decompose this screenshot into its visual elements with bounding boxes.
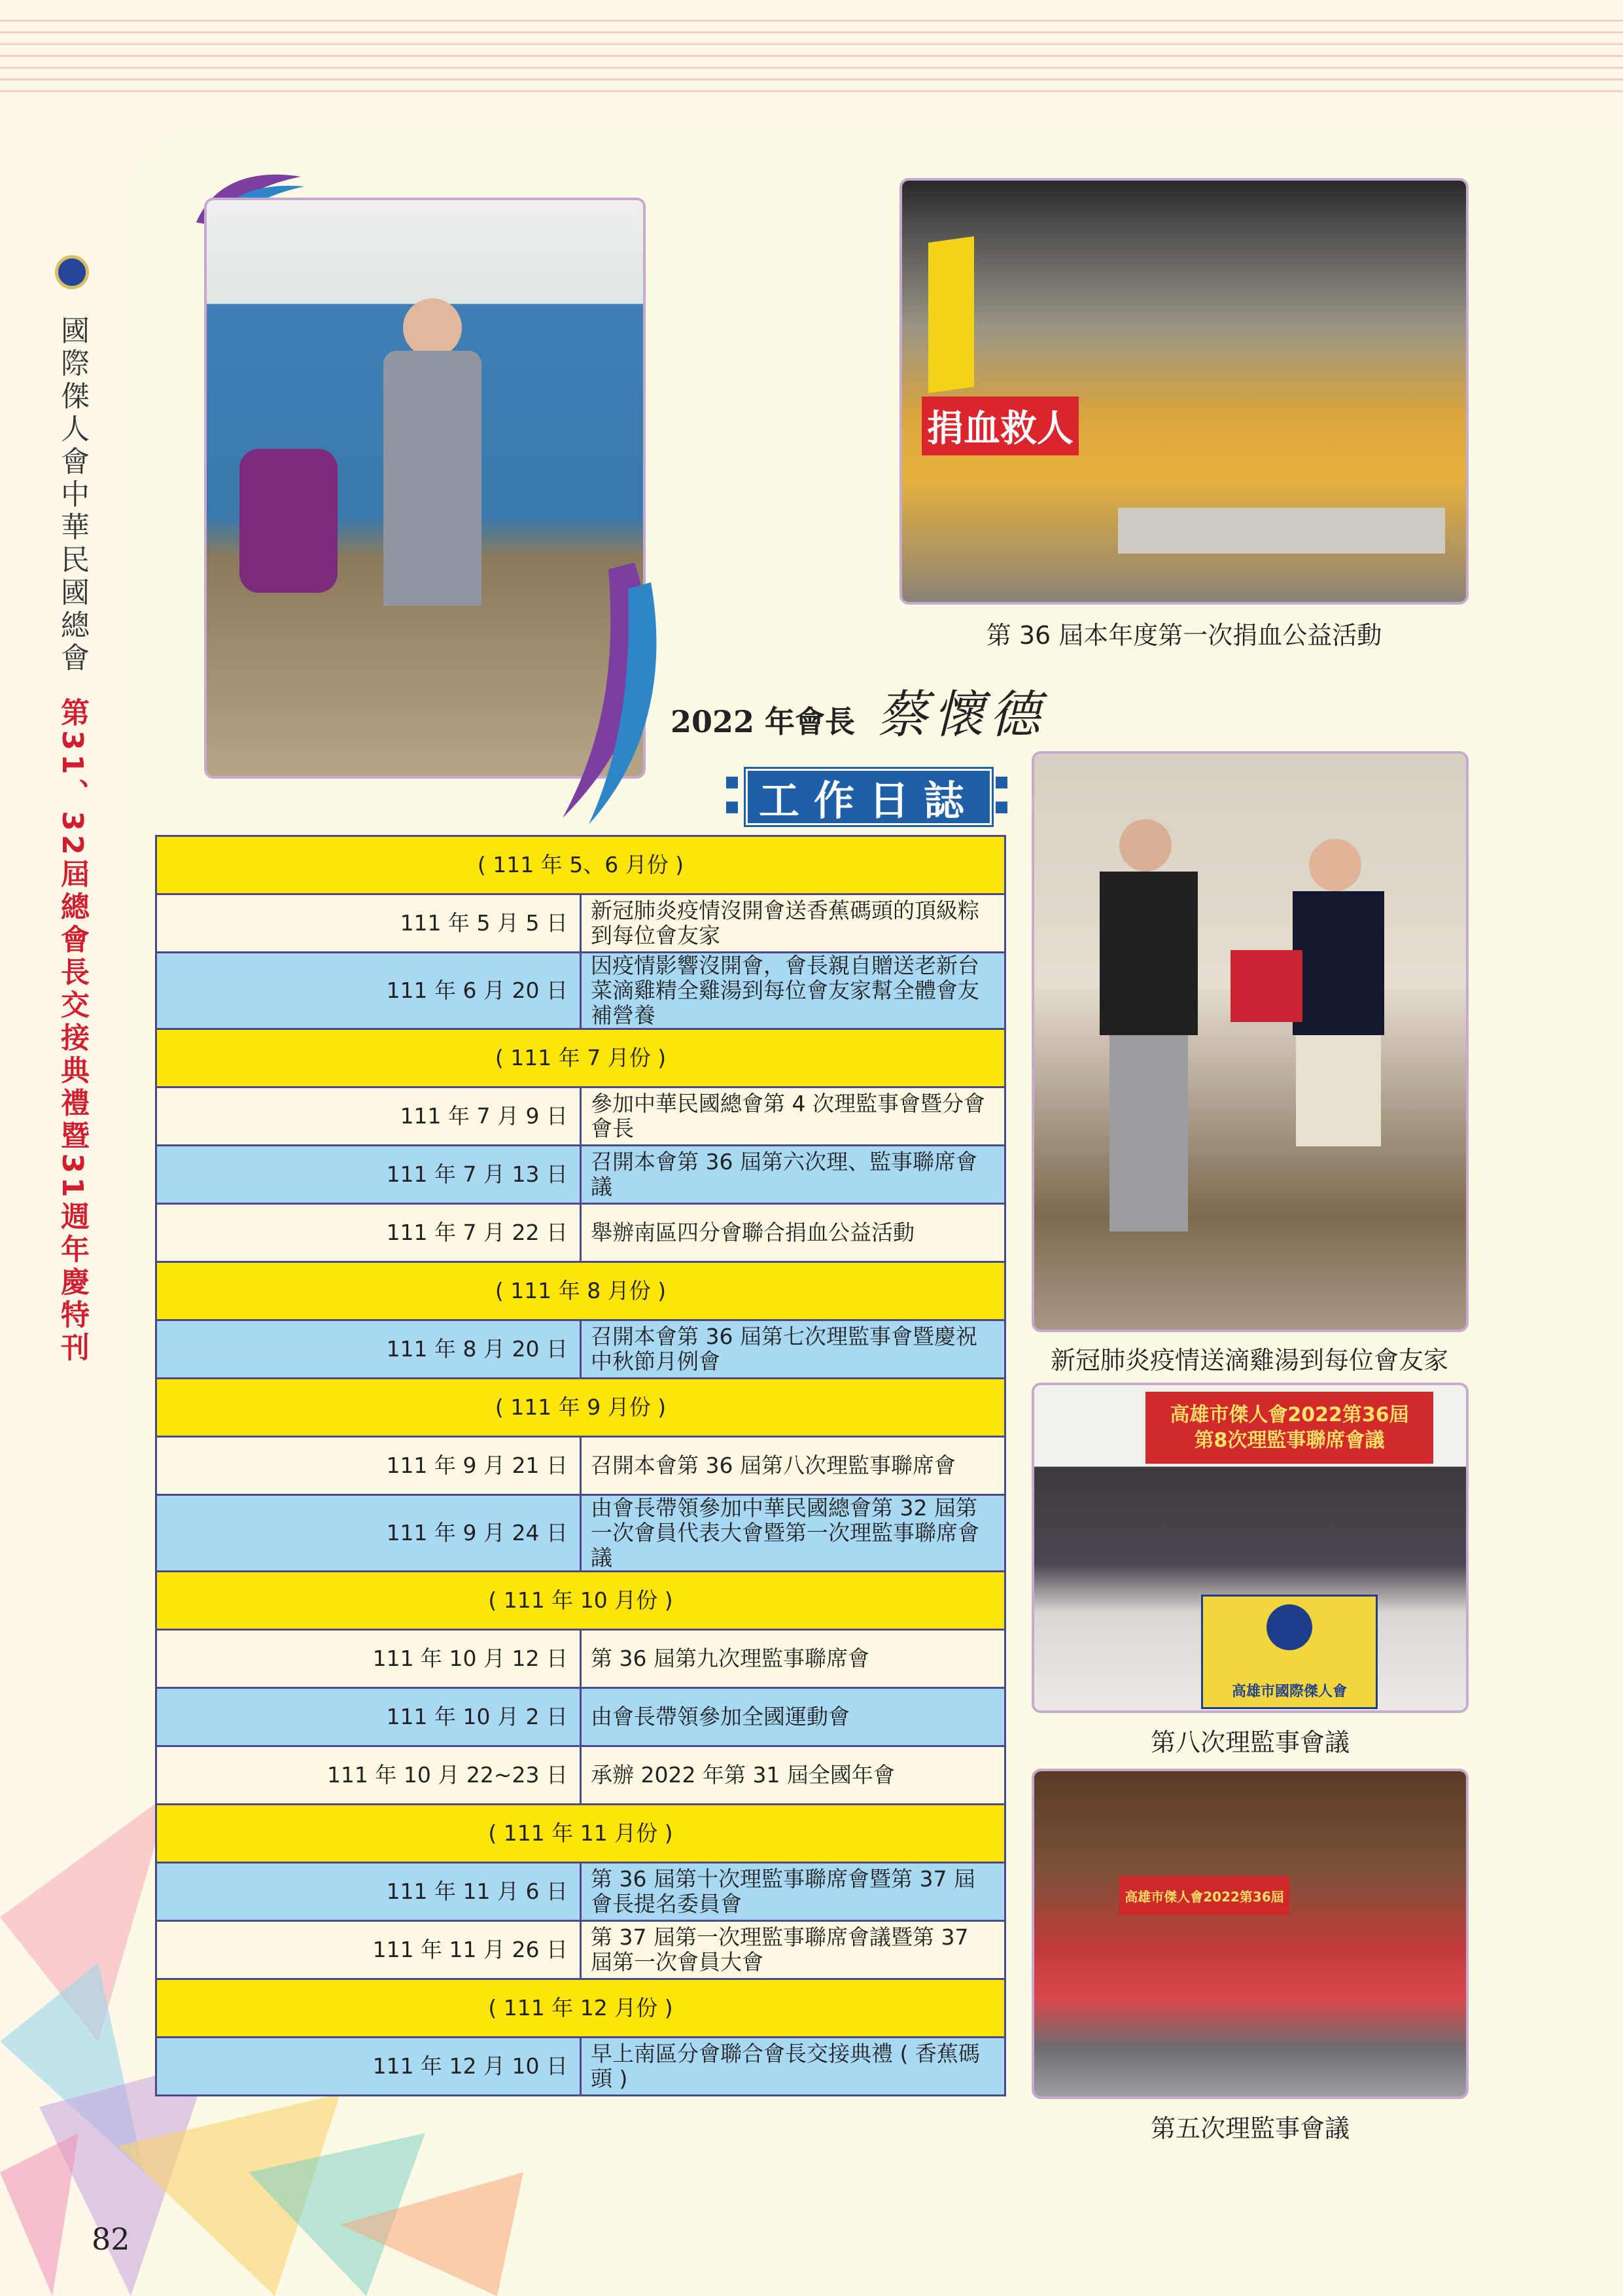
entry-date: 111 年 11 月 26 日 bbox=[156, 1920, 581, 1979]
entry-event: 第 36 屆第九次理監事聯席會 bbox=[581, 1629, 1005, 1687]
top-stripe-decoration bbox=[0, 20, 1623, 98]
entry-date: 111 年 9 月 21 日 bbox=[156, 1436, 581, 1494]
meeting-banner-line1: 高雄市傑人會2022第36屆 bbox=[1170, 1404, 1409, 1426]
entry-date: 111 年 6 月 20 日 bbox=[156, 953, 581, 1029]
entry-event: 舉辦南區四分會聯合捐血公益活動 bbox=[581, 1203, 1005, 1262]
month-header-row bbox=[156, 836, 1005, 894]
log-entry-row bbox=[156, 1687, 1005, 1746]
fifth-meeting-banner: 高雄市傑人會2022第36屆 bbox=[1119, 1876, 1289, 1915]
caption-soup-gift: 新冠肺炎疫情送滴雞湯到每位會友家 bbox=[1050, 1346, 1448, 1375]
log-entry-row bbox=[156, 1145, 1005, 1203]
organization-logo bbox=[55, 255, 89, 289]
blood-drive-photo bbox=[899, 178, 1469, 605]
month-label: ( 111 年 10 月份 ) bbox=[156, 1571, 1005, 1629]
log-entry-row bbox=[156, 1862, 1005, 1920]
section-banner bbox=[726, 762, 1007, 828]
entry-event: 由會長帶領參加全國運動會 bbox=[581, 1687, 1005, 1746]
entry-event: 承辦 2022 年第 31 屆全國年會 bbox=[581, 1746, 1005, 1804]
entry-event: 因疫情影響沒開會，會長親自贈送老新台菜滴雞精全雞湯到每位會友家幫全體會友補營養 bbox=[581, 953, 1005, 1029]
month-label: ( 111 年 7 月份 ) bbox=[156, 1029, 1005, 1087]
organization-title: 國際傑人會中華民國總會 bbox=[56, 315, 89, 675]
month-header-row bbox=[156, 1804, 1005, 1862]
club-emblem-icon bbox=[1266, 1604, 1312, 1650]
month-label: ( 111 年 11 月份 ) bbox=[156, 1804, 1005, 1862]
blood-drive-sign: 捐血救人 bbox=[922, 397, 1079, 455]
entry-date: 111 年 12 月 10 日 bbox=[156, 2037, 581, 2095]
log-entry-row bbox=[156, 1087, 1005, 1145]
page-number: 82 bbox=[92, 2221, 130, 2257]
special-issue-title: 第31、32屆總會長交接典禮暨31週年慶特刊 bbox=[56, 698, 89, 1365]
log-entry-row bbox=[156, 1203, 1005, 1262]
month-label: ( 111 年 8 月份 ) bbox=[156, 1262, 1005, 1320]
work-log-table bbox=[155, 835, 1006, 2096]
sidebar bbox=[46, 255, 98, 1365]
month-label: ( 111 年 9 月份 ) bbox=[156, 1378, 1005, 1436]
entry-date: 111 年 7 月 22 日 bbox=[156, 1203, 581, 1262]
entry-date: 111 年 8 月 20 日 bbox=[156, 1320, 581, 1378]
swoosh-decoration-lower bbox=[536, 563, 667, 824]
section-title: 工作日誌 bbox=[746, 769, 992, 825]
entry-date: 111 年 5 月 5 日 bbox=[156, 894, 581, 953]
log-entry-row bbox=[156, 2037, 1005, 2095]
log-entry-row bbox=[156, 1494, 1005, 1571]
caption-blood-drive: 第 36 屆本年度第一次捐血公益活動 bbox=[986, 621, 1382, 650]
month-header-row bbox=[156, 1378, 1005, 1436]
entry-date: 111 年 10 月 2 日 bbox=[156, 1687, 581, 1746]
month-header-row bbox=[156, 1571, 1005, 1629]
meeting-banner-line2: 第8次理監事聯席會議 bbox=[1194, 1429, 1385, 1452]
entry-date: 111 年 7 月 13 日 bbox=[156, 1145, 581, 1203]
entry-event: 由會長帶領參加中華民國總會第 32 屆第一次會員代表大會暨第一次理監事聯席會議 bbox=[581, 1494, 1005, 1571]
entry-event: 參加中華民國總會第 4 次理監事會暨分會會長 bbox=[581, 1087, 1005, 1145]
month-label: ( 111 年 5、6 月份 ) bbox=[156, 836, 1005, 894]
entry-event: 召開本會第 36 屆第七次理監事會暨慶祝中秋節月例會 bbox=[581, 1320, 1005, 1378]
entry-event: 新冠肺炎疫情沒開會送香蕉碼頭的頂級粽到每位會友家 bbox=[581, 894, 1005, 953]
entry-date: 111 年 7 月 9 日 bbox=[156, 1087, 581, 1145]
log-entry-row bbox=[156, 1629, 1005, 1687]
entry-date: 111 年 11 月 6 日 bbox=[156, 1862, 581, 1920]
president-year: 2022 年會長 bbox=[671, 704, 856, 739]
month-label: ( 111 年 12 月份 ) bbox=[156, 1979, 1005, 2037]
month-header-row bbox=[156, 1262, 1005, 1320]
month-header-row bbox=[156, 1979, 1005, 2037]
log-entry-row bbox=[156, 953, 1005, 1029]
entry-event: 召開本會第 36 屆第六次理、監事聯席會議 bbox=[581, 1145, 1005, 1203]
entry-date: 111 年 10 月 12 日 bbox=[156, 1629, 581, 1687]
log-entry-row bbox=[156, 894, 1005, 953]
entry-date: 111 年 10 月 22~23 日 bbox=[156, 1746, 581, 1804]
log-entry-row bbox=[156, 1920, 1005, 1979]
entry-date: 111 年 9 月 24 日 bbox=[156, 1494, 581, 1571]
entry-event: 第 36 屆第十次理監事聯席會暨第 37 屆會長提名委員會 bbox=[581, 1862, 1005, 1920]
log-entry-row bbox=[156, 1436, 1005, 1494]
entry-event: 第 37 屆第一次理監事聯席會議暨第 37 屆第一次會員大會 bbox=[581, 1920, 1005, 1979]
eighth-meeting-photo bbox=[1032, 1383, 1469, 1713]
president-name: 蔡懷德 bbox=[877, 686, 1046, 745]
soup-gift-photo bbox=[1032, 751, 1469, 1332]
fifth-meeting-photo bbox=[1032, 1769, 1469, 2099]
caption-eighth-meeting: 第八次理監事會議 bbox=[1150, 1728, 1350, 1757]
entry-event: 早上南區分會聯合會長交接典禮 ( 香蕉碼頭 ) bbox=[581, 2037, 1005, 2095]
month-header-row bbox=[156, 1029, 1005, 1087]
entry-event: 召開本會第 36 屆第八次理監事聯席會 bbox=[581, 1436, 1005, 1494]
log-entry-row bbox=[156, 1746, 1005, 1804]
caption-fifth-meeting: 第五次理監事會議 bbox=[1150, 2114, 1350, 2143]
president-heading bbox=[671, 674, 1045, 747]
club-banner-text: 高雄市國際傑人會 bbox=[1201, 1595, 1378, 1709]
log-entry-row bbox=[156, 1320, 1005, 1378]
